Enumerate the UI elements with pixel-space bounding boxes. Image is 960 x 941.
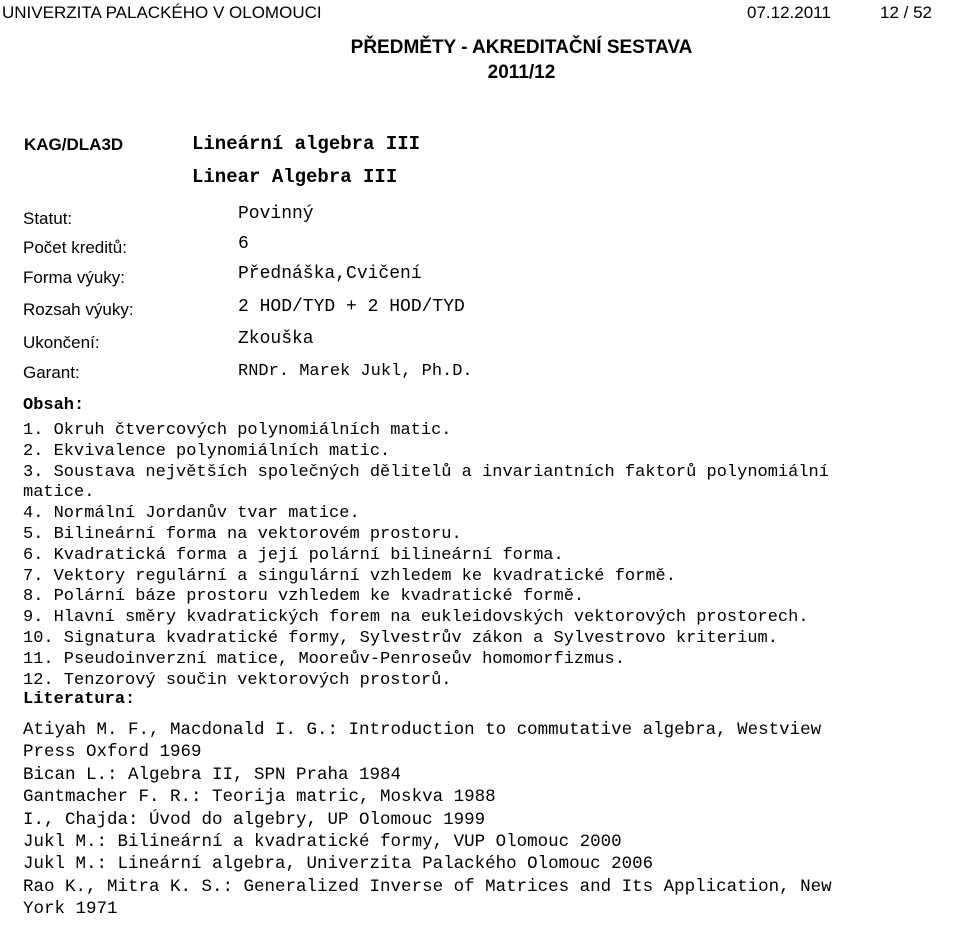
syllabus-item: 2. Ekvivalence polynomiálních matic. [23,441,391,461]
literature-item: Rao K., Mitra K. S.: Generalized Inverse of Matrices and Its Application, New [23,876,832,897]
teaching-form-value: Přednáška,Cvičení [238,264,422,284]
syllabus-item: 7. Vektory regulární a singulární vzhledem ke kvadratické formě. [23,566,676,586]
syllabus-item: 4. Normální Jordanův tvar matice. [23,504,360,524]
syllabus-item: 12. Tenzorový součin vektorových prostorů. [23,670,452,690]
course-name-en: Linear Algebra III [192,166,398,188]
syllabus-item: 3. Soustava největších společných dělitelů a invariantních faktorů polynomiální [23,462,829,482]
status-label: Statut: [23,209,73,228]
course-name-cz: Lineární algebra III [192,133,421,155]
university-name: UNIVERZITA PALACKÉHO V OLOMOUCI [2,3,322,22]
syllabus-item: 5. Bilineární forma na vektorovém prostoru. [23,524,462,544]
course-code: KAG/DLA3D [24,135,124,154]
literature-item: Jukl M.: Bilineární a kvadratické formy, VUP Olomouc 2000 [23,832,622,853]
syllabus-heading: Obsah: [23,396,85,415]
literature-item: Gantmacher F. R.: Teorija matric, Moskva 1988 [23,787,496,808]
literature-item: Jukl M.: Lineární algebra, Univerzita Palackého Olomouc 2006 [23,854,654,875]
syllabus-item: 1. Okruh čtvercových polynomiálních matic. [23,421,452,440]
literature-list [23,719,832,921]
syllabus-item: 9. Hlavní směry kvadratických forem na eukleidovských vektorových prostorech. [23,608,809,628]
literature-item: Bican L.: Algebra II, SPN Praha 1984 [23,764,402,785]
literature-heading: Literatura: [23,690,136,709]
guarantor-value: RNDr. Marek Jukl, Ph.D. [238,362,473,381]
status-value: Povinný [238,204,314,224]
syllabus-item: 10. Signatura kvadratické formy, Sylvestrův zákon a Sylvestrovo kriterium. [23,628,778,648]
literature-item: I., Chajda: Úvod do algebry, UP Olomouc 1999 [23,809,486,830]
syllabus-list [23,421,829,691]
literature-item: Atiyah M. F., Macdonald I. G.: Introduction to commutative algebra, Westview [23,720,822,740]
report-date: 07.12.2011 [747,3,831,22]
syllabus-item: matice. [23,483,95,503]
teaching-scope-label: Rozsah výuky: [23,300,134,319]
guarantor-label: Garant: [23,363,80,382]
literature-item: York 1971 [23,899,118,920]
syllabus-item: 6. Kvadratická forma a její polární bilineární forma. [23,545,564,565]
academic-year: 2011/12 [487,62,556,83]
credits-label: Počet kreditů: [23,238,127,257]
completion-value: Zkouška [238,329,314,349]
syllabus-item: 11. Pseudoinverzní matice, Mooreův-Penroseův homomorfizmus. [23,649,625,669]
credits-value: 6 [238,234,249,254]
completion-label: Ukončení: [23,333,100,352]
syllabus-item: 8. Polární báze prostoru vzhledem ke kvadratické formě. [23,587,585,607]
report-title: PŘEDMĚTY - AKREDITAČNÍ SESTAVA [350,37,693,58]
literature-item: Press Oxford 1969 [23,742,202,763]
teaching-scope-value: 2 HOD/TYD + 2 HOD/TYD [238,297,465,317]
teaching-form-label: Forma výuky: [23,268,126,287]
page-number: 12 / 52 [880,3,932,22]
